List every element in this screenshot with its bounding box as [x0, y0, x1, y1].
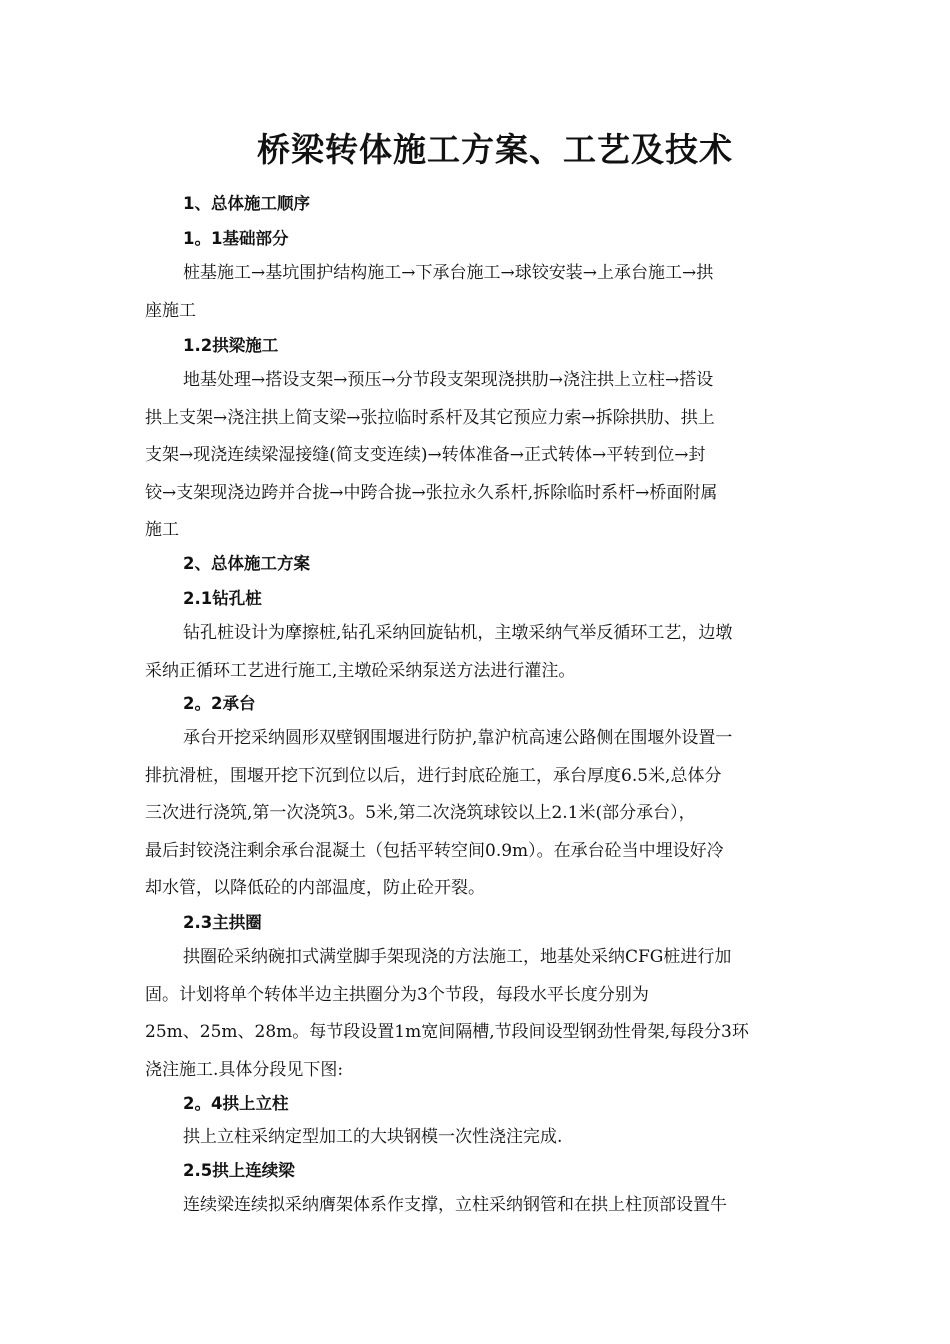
- paragraph-line: 拱圈砼采纳碗扣式满堂脚手架现浇的方法施工，地基处采纳CFG桩进行加: [183, 947, 732, 967]
- section-heading-2-4: 2。4拱上立柱: [183, 1094, 289, 1113]
- section-heading-2-5: 2.5拱上连续梁: [183, 1161, 295, 1180]
- paragraph-line: 桩基施工→基坑围护结构施工→下承台施工→球铰安装→上承台施工→拱: [183, 263, 714, 283]
- paragraph-line: 地基处理→搭设支架→预压→分节段支架现浇拱肋→浇注拱上立柱→搭设: [183, 370, 714, 390]
- section-heading-1-2: 1.2拱梁施工: [183, 336, 279, 355]
- paragraph-line: 钻孔桩设计为摩擦桩,钻孔采纳回旋钻机，主墩采纳气举反循环工艺，边墩: [183, 623, 733, 643]
- paragraph-line: 固。计划将单个转体半边主拱圈分为3个节段，每段水平长度分别为: [145, 984, 649, 1005]
- section-heading-2: 2、总体施工方案: [183, 554, 310, 573]
- paragraph-continuous-beam: [145, 1187, 805, 1225]
- paragraph-line: 铰→支架现浇边跨并合拢→中跨合拢→张拉永久系杆,拆除临时系杆→桥面附属: [145, 482, 718, 503]
- paragraph-line: 连续梁连续拟采纳膺架体系作支撑，立柱采纳钢管和在拱上柱顶部设置牛: [183, 1195, 727, 1215]
- paragraph-line: 承台开挖采纳圆形双壁钢围堰进行防护,靠沪杭高速公路侧在围堰外设置一: [183, 728, 733, 748]
- paragraph-line: 拱上支架→浇注拱上简支梁→张拉临时系杆及其它预应力索→拆除拱肋、拱上: [145, 407, 715, 428]
- paragraph-arch-column: [145, 1119, 805, 1157]
- paragraph-arch-beam: [145, 362, 805, 550]
- section-heading-2-1: 2.1钻孔桩: [183, 589, 262, 608]
- paragraph-line: 座施工: [145, 300, 196, 321]
- section-heading-2-3: 2.3主拱圈: [183, 913, 262, 932]
- paragraph-bored-pile: [145, 615, 805, 690]
- paragraph-line: 拱上立柱采纳定型加工的大块钢模一次性浇注完成.: [183, 1127, 563, 1147]
- section-heading-1-1: 1。1基础部分: [183, 229, 289, 248]
- paragraph-line: 三次进行浇筑,第一次浇筑3。5米,第二次浇筑球铰以上2.1米(部分承台），: [145, 803, 696, 823]
- paragraph-line: 25m、25m、28m。每节段设置1m宽间隔槽,节段间设型钢劲性骨架,每段分3环: [145, 1022, 749, 1042]
- paragraph-line: 最后封铰浇注剩余承台混凝土（包括平转空间0.9m）。在承台砼当中埋设好冷: [145, 840, 724, 861]
- paragraph-line: 采纳正循环工艺进行施工,主墩砼采纳泵送方法进行灌注。: [145, 660, 576, 681]
- paragraph-pile-cap: [145, 720, 805, 908]
- document-title: 桥梁转体施工方案、工艺及技术: [257, 130, 733, 169]
- paragraph-main-arch: [145, 939, 805, 1089]
- section-heading-1: 1、总体施工顺序: [183, 194, 310, 213]
- paragraph-foundation: [145, 255, 805, 330]
- paragraph-line: 排抗滑桩，围堰开挖下沉到位以后，进行封底砼施工，承台厚度6.5米,总体分: [145, 765, 722, 786]
- paragraph-line: 却水管，以降低砼的内部温度，防止砼开裂。: [145, 878, 485, 898]
- paragraph-line: 施工: [145, 520, 179, 540]
- paragraph-line: 支架→现浇连续梁湿接缝(简支变连续)→转体准备→正式转体→平转到位→封: [145, 445, 706, 465]
- paragraph-line: 浇注施工.具体分段见下图:: [145, 1059, 344, 1080]
- section-heading-2-2: 2。2承台: [183, 694, 256, 713]
